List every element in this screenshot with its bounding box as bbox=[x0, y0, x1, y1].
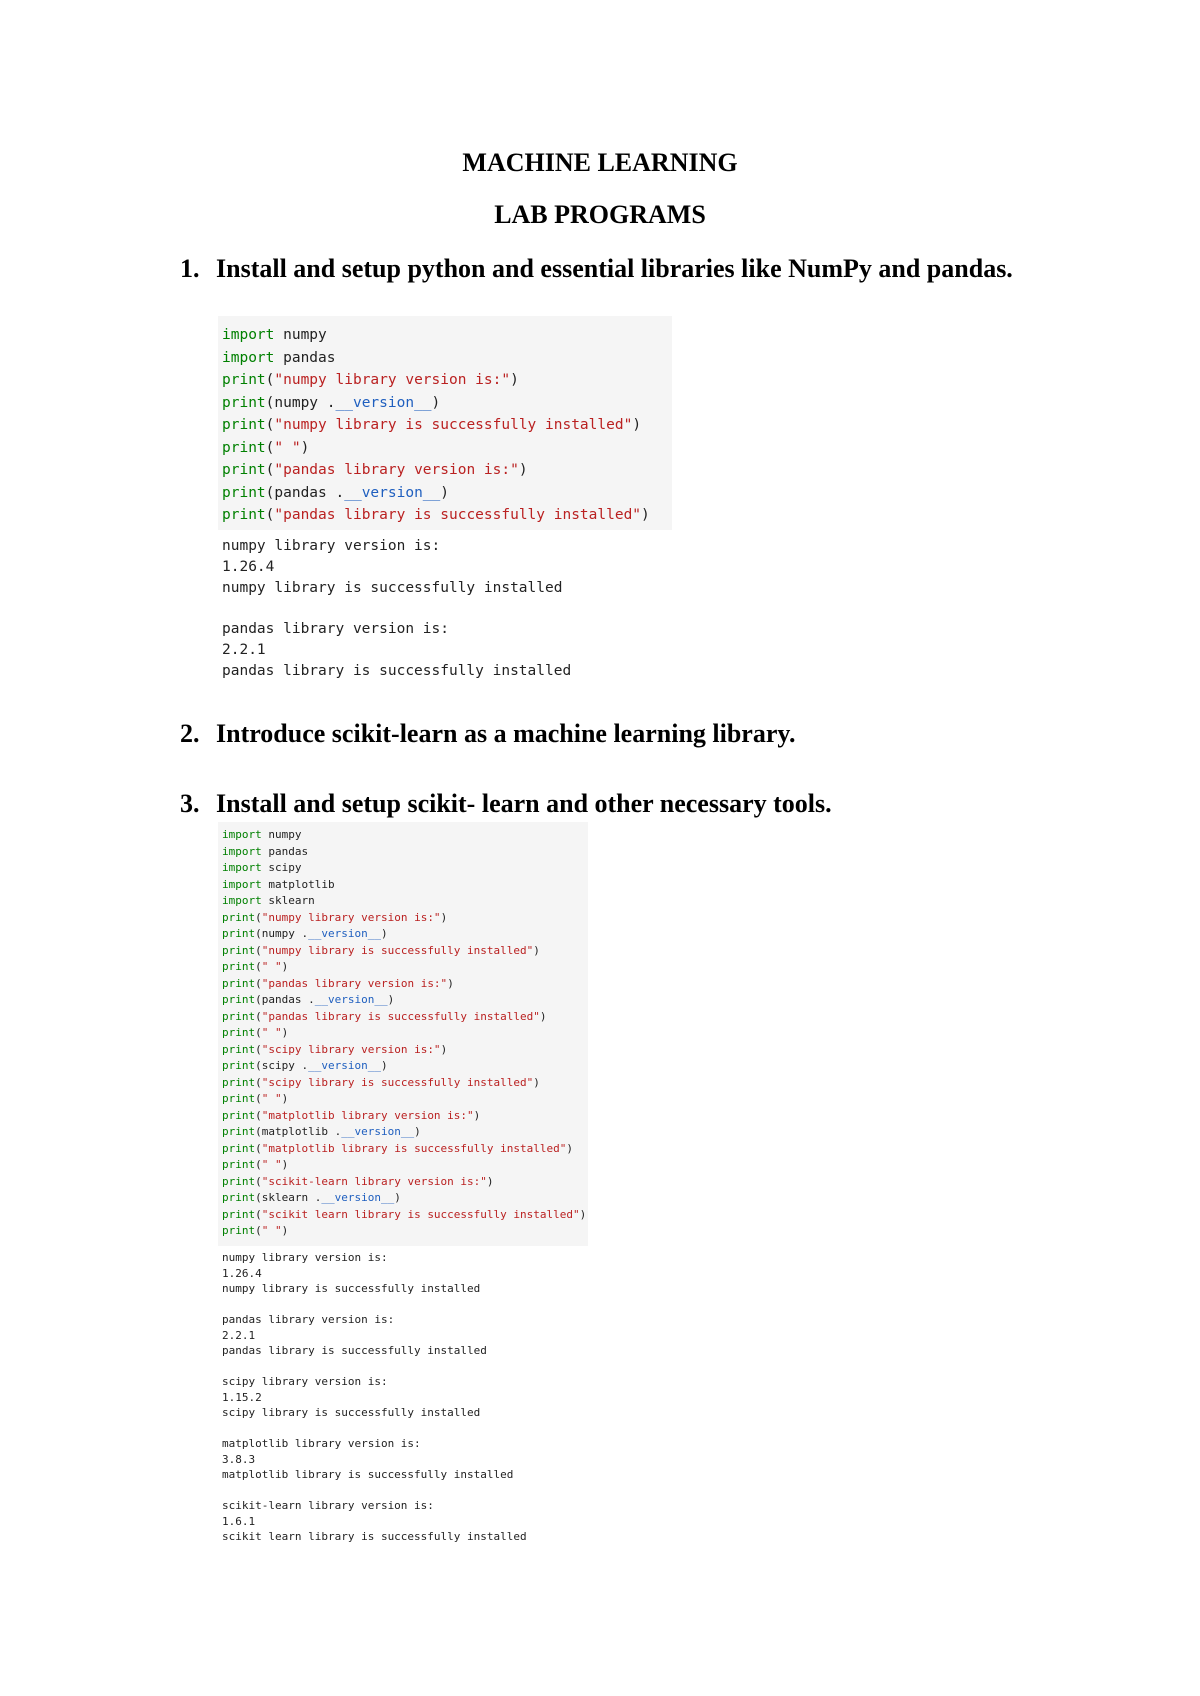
code-line bbox=[222, 976, 588, 993]
code-token: pandas bbox=[274, 349, 336, 366]
code-token: "pandas library is successfully installed" bbox=[274, 507, 642, 523]
output-line: matplotlib library is successfully installed bbox=[222, 1468, 514, 1481]
code-token: ( bbox=[265, 372, 275, 388]
code-token: print bbox=[222, 1158, 256, 1171]
code-token: ( bbox=[255, 1207, 262, 1221]
code-token: print bbox=[222, 417, 266, 433]
code-token: " " bbox=[261, 1224, 282, 1237]
code-token: print bbox=[222, 1026, 256, 1039]
code-token: ( bbox=[255, 976, 262, 990]
output-line: scipy library is successfully installed bbox=[222, 1406, 481, 1419]
code-line bbox=[222, 1223, 588, 1240]
code-token: ) bbox=[281, 1026, 289, 1039]
code-token: ) bbox=[473, 1108, 481, 1122]
code-token: print bbox=[222, 960, 256, 973]
code-token: ( bbox=[255, 1158, 262, 1171]
output-line: pandas library version is: bbox=[222, 621, 449, 638]
code-block-3 bbox=[218, 822, 588, 1246]
code-token: print bbox=[222, 439, 266, 456]
code-token: print bbox=[222, 1191, 256, 1204]
code-line bbox=[222, 1009, 588, 1026]
code-token: "scipy library version is:" bbox=[261, 1042, 441, 1056]
code-token: ) bbox=[300, 439, 310, 456]
code-token: print bbox=[222, 927, 256, 940]
code-line bbox=[222, 504, 672, 527]
code-token: print bbox=[222, 943, 256, 957]
code-token: numpy bbox=[261, 828, 302, 841]
output-line: scikit-learn library version is: bbox=[222, 1499, 434, 1512]
output-line bbox=[222, 1359, 527, 1375]
code-token: import bbox=[222, 327, 275, 343]
output-line: numpy library is successfully installed bbox=[222, 1282, 481, 1295]
code-token: "numpy library is successfully installed" bbox=[274, 417, 633, 433]
section-heading-1 bbox=[180, 250, 1058, 287]
output-line: numpy library is successfully installed bbox=[222, 579, 563, 596]
output-line: 1.6.1 bbox=[222, 1514, 256, 1528]
code-line bbox=[222, 1124, 588, 1141]
code-token: "matplotlib library version is:" bbox=[261, 1108, 474, 1122]
code-token: import bbox=[222, 349, 275, 366]
code-token: ( bbox=[255, 1009, 262, 1023]
code-token: ) bbox=[431, 394, 441, 411]
code-token: ( bbox=[255, 1141, 262, 1155]
code-token: ) bbox=[447, 976, 454, 990]
section-text: Install and setup scikit- learn and other necessary tools. bbox=[216, 789, 832, 818]
code-token: ( bbox=[255, 1042, 262, 1056]
code-token: ) bbox=[533, 943, 540, 957]
code-token: __version__ bbox=[314, 993, 388, 1006]
code-token: ) bbox=[440, 1042, 448, 1056]
code-token: ( bbox=[255, 943, 262, 957]
code-token: ) bbox=[539, 1009, 547, 1023]
code-token: ( bbox=[265, 417, 275, 433]
code-token: print bbox=[222, 372, 266, 388]
output-line: 2.2.1 bbox=[222, 641, 266, 658]
code-token: numpy bbox=[274, 327, 327, 343]
code-block-1 bbox=[218, 316, 672, 530]
code-token: " " bbox=[261, 1158, 282, 1171]
code-token: ) bbox=[579, 1207, 587, 1221]
code-token: "pandas library is successfully installed" bbox=[261, 1009, 540, 1023]
code-token: (pandas . bbox=[255, 993, 315, 1006]
code-token: "numpy library version is:" bbox=[261, 910, 441, 924]
output-line: numpy library version is: bbox=[222, 538, 441, 554]
code-token: ) bbox=[414, 1125, 421, 1138]
code-line bbox=[222, 877, 588, 894]
code-line bbox=[222, 1157, 588, 1174]
code-token: print bbox=[222, 1207, 256, 1221]
code-line bbox=[222, 437, 672, 460]
code-token: ) bbox=[387, 993, 395, 1006]
code-line bbox=[222, 926, 588, 943]
code-token: ( bbox=[255, 1224, 262, 1237]
code-token: ) bbox=[394, 1191, 401, 1204]
code-token: ) bbox=[380, 927, 388, 940]
output-line: numpy library version is: bbox=[222, 1251, 388, 1264]
code-token: print bbox=[222, 993, 256, 1006]
code-token: ) bbox=[281, 960, 289, 973]
code-token: ( bbox=[265, 507, 275, 523]
code-token: ) bbox=[533, 1075, 540, 1089]
code-token: print bbox=[222, 1059, 256, 1072]
code-line bbox=[222, 1190, 588, 1207]
code-token: "pandas library version is:" bbox=[274, 462, 519, 478]
section-number: 2. bbox=[180, 719, 200, 748]
code-token: print bbox=[222, 976, 256, 990]
code-token: ) bbox=[641, 507, 650, 523]
output-line: scikit learn library is successfully installed bbox=[222, 1530, 527, 1543]
output-line: 2.2.1 bbox=[222, 1328, 256, 1342]
code-token: pandas bbox=[261, 844, 309, 858]
code-token: " " bbox=[261, 1092, 282, 1105]
code-line bbox=[222, 1042, 588, 1059]
code-token: print bbox=[222, 1174, 256, 1188]
code-line bbox=[222, 992, 588, 1009]
section-number: 3. bbox=[180, 789, 200, 818]
code-line bbox=[222, 1174, 588, 1191]
code-token: print bbox=[222, 1092, 256, 1105]
code-token: ) bbox=[566, 1141, 574, 1155]
output-block-3 bbox=[222, 1250, 527, 1545]
code-line bbox=[222, 392, 672, 415]
code-token: " " bbox=[274, 439, 301, 456]
code-token: import bbox=[222, 894, 262, 907]
code-token: print bbox=[222, 1224, 256, 1237]
code-token: __version__ bbox=[335, 394, 432, 411]
code-token: import bbox=[222, 877, 262, 891]
code-line bbox=[222, 1141, 588, 1158]
code-line bbox=[222, 324, 672, 347]
code-token: ( bbox=[265, 462, 275, 478]
code-token: ( bbox=[255, 1174, 262, 1188]
code-token: "numpy library is successfully installed" bbox=[261, 943, 534, 957]
code-token: "matplotlib library is successfully installed" bbox=[261, 1141, 567, 1155]
code-line bbox=[222, 844, 588, 861]
code-token: ( bbox=[255, 1092, 262, 1105]
code-line bbox=[222, 943, 588, 960]
section-heading-2 bbox=[180, 715, 1058, 752]
code-token: ) bbox=[510, 372, 519, 388]
code-line bbox=[222, 482, 672, 505]
code-token: "scipy library is successfully installed" bbox=[261, 1075, 534, 1089]
code-token: ) bbox=[281, 1092, 289, 1105]
code-token: __version__ bbox=[344, 484, 441, 501]
code-token: print bbox=[222, 462, 266, 478]
output-line bbox=[222, 1483, 527, 1499]
code-token: ) bbox=[486, 1174, 494, 1188]
code-token: import bbox=[222, 861, 262, 874]
code-token: ) bbox=[440, 910, 448, 924]
document-subtitle: LAB PROGRAMS bbox=[494, 200, 706, 229]
code-line bbox=[222, 1207, 588, 1224]
section-heading-3 bbox=[180, 785, 1058, 822]
code-line bbox=[222, 1025, 588, 1042]
code-token: print bbox=[222, 484, 266, 501]
code-token: print bbox=[222, 507, 266, 523]
code-line bbox=[222, 1058, 588, 1075]
code-token: import bbox=[222, 828, 262, 841]
code-token: ) bbox=[632, 417, 642, 433]
section-text: Install and setup python and essential libraries like NumPy and pandas. bbox=[216, 254, 1013, 283]
code-token: "scikit learn library is successfully installed" bbox=[261, 1207, 580, 1221]
code-token: __version__ bbox=[321, 1191, 395, 1204]
code-token: print bbox=[222, 1075, 256, 1089]
code-token: ( bbox=[255, 910, 262, 924]
output-line: 1.15.2 bbox=[222, 1390, 262, 1404]
output-line: matplotlib library version is: bbox=[222, 1437, 421, 1450]
code-token: (sklearn . bbox=[255, 1191, 322, 1204]
code-token: __version__ bbox=[308, 1059, 381, 1072]
document-title: MACHINE LEARNING bbox=[462, 148, 738, 177]
code-line bbox=[222, 414, 672, 437]
code-token: ( bbox=[255, 1026, 262, 1039]
code-token: ) bbox=[380, 1059, 388, 1072]
code-line bbox=[222, 1091, 588, 1108]
code-token: "numpy library version is:" bbox=[274, 372, 511, 388]
code-token: print bbox=[222, 1125, 256, 1138]
code-token: __version__ bbox=[341, 1125, 415, 1138]
output-block-1 bbox=[222, 536, 571, 682]
code-token: (numpy . bbox=[265, 394, 336, 411]
code-line bbox=[222, 347, 672, 370]
code-line bbox=[222, 860, 588, 877]
code-line bbox=[222, 827, 588, 844]
code-token: ) bbox=[440, 484, 449, 501]
code-line bbox=[222, 893, 588, 910]
code-token: sklearn bbox=[261, 894, 315, 907]
output-line: 1.26.4 bbox=[222, 1266, 262, 1280]
code-token: print bbox=[222, 1108, 256, 1122]
section-number: 1. bbox=[180, 254, 200, 283]
code-token: ( bbox=[255, 1108, 262, 1122]
code-token: scipy bbox=[261, 861, 302, 874]
code-token: print bbox=[222, 1042, 256, 1056]
output-line bbox=[222, 1297, 527, 1313]
code-token: (numpy . bbox=[255, 927, 309, 940]
code-token: (pandas . bbox=[265, 484, 345, 501]
code-token: matplotlib bbox=[261, 877, 335, 891]
code-token: ( bbox=[255, 1075, 262, 1089]
code-line bbox=[222, 369, 672, 392]
code-token: (matplotlib . bbox=[255, 1125, 342, 1138]
code-token: ) bbox=[281, 1224, 289, 1237]
code-token: " " bbox=[261, 1026, 282, 1039]
code-token: "pandas library version is:" bbox=[261, 976, 448, 990]
code-token: print bbox=[222, 1141, 256, 1155]
output-line bbox=[222, 598, 571, 619]
output-line: 3.8.3 bbox=[222, 1452, 256, 1466]
output-line: scipy library version is: bbox=[222, 1375, 388, 1388]
code-token: ) bbox=[518, 462, 528, 478]
code-line bbox=[222, 910, 588, 927]
output-line: pandas library is successfully installed bbox=[222, 1344, 487, 1357]
code-token: print bbox=[222, 1009, 256, 1023]
code-line bbox=[222, 959, 588, 976]
output-line: pandas library version is: bbox=[222, 1313, 395, 1326]
code-token: (scipy . bbox=[255, 1059, 309, 1072]
output-line: pandas library is successfully installed bbox=[222, 662, 572, 679]
section-text: Introduce scikit-learn as a machine learning library. bbox=[216, 719, 796, 748]
code-token: ( bbox=[265, 439, 275, 456]
code-token: " " bbox=[261, 960, 282, 973]
code-token: "scikit-learn library version is:" bbox=[261, 1174, 487, 1188]
code-token: __version__ bbox=[308, 927, 381, 940]
output-line: 1.26.4 bbox=[222, 558, 275, 575]
code-token: print bbox=[222, 394, 266, 411]
code-token: import bbox=[222, 844, 262, 858]
code-line bbox=[222, 1075, 588, 1092]
code-token: ) bbox=[281, 1158, 289, 1171]
code-line bbox=[222, 1108, 588, 1125]
code-token: print bbox=[222, 910, 256, 924]
output-line bbox=[222, 1421, 527, 1437]
code-line bbox=[222, 459, 672, 482]
code-token: ( bbox=[255, 960, 262, 973]
